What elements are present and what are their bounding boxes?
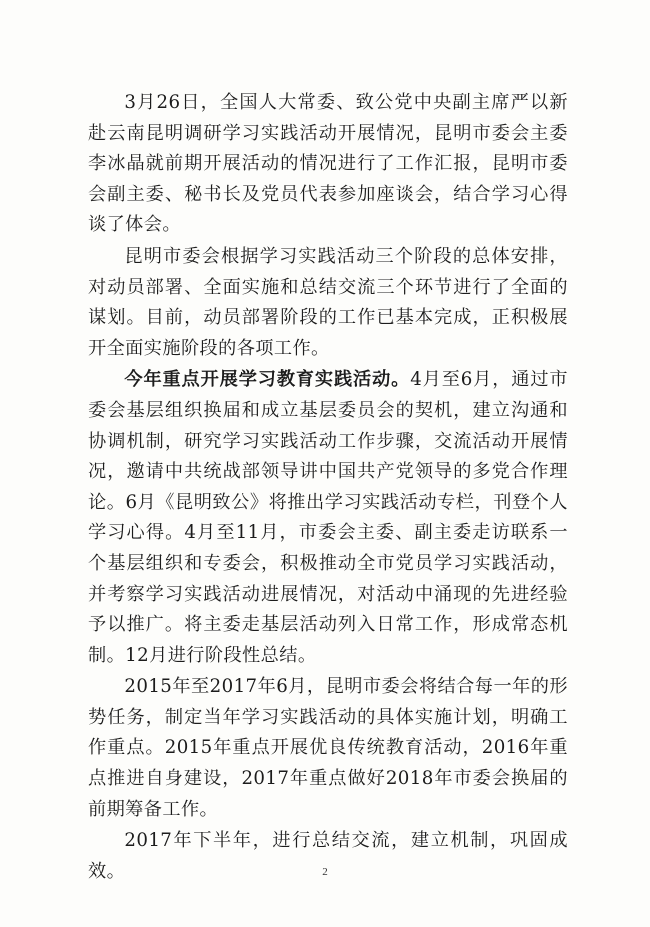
paragraph-2	[88, 242, 568, 364]
document-body	[88, 88, 568, 887]
paragraph-4-text: 2015年至2017年6月，昆明市委会将结合每一年的形势任务，制定当年学习实践活动的具体实施计划，明确工作重点。2015年重点开展优良传统教育活动，2016年重点推进自身建设，2017年重点做好2018年市委会换届的前期筹备工作。	[88, 676, 568, 820]
paragraph-3	[88, 365, 568, 671]
paragraph-5-text: 2017年下半年，进行总结交流，建立机制，巩固成效。	[88, 830, 568, 882]
paragraph-2-text: 昆明市委会根据学习实践活动三个阶段的总体安排，对动员部署、全面实施和总结交流三个环节进行了全面的谋划。目前，动员部署阶段的工作已基本完成，正积极展开全面实施阶段的各项工作。	[88, 245, 568, 359]
paragraph-5	[88, 826, 568, 887]
page-number: 2	[322, 866, 328, 878]
paragraph-3-bold-lead: 今年重点开展学习教育实践活动。	[124, 369, 411, 391]
paragraph-1-text: 3月26日，全国人大常委、致公党中央副主席严以新赴云南昆明调研学习实践活动开展情况，昆明市委会主委李冰晶就前期开展活动的情况进行了工作汇报，昆明市委会副主委、秘书长及党员代表参加座谈会，结合学习心得谈了体会。	[88, 92, 568, 236]
paragraph-3-text: 4月至6月，通过市委会基层组织换届和成立基层委员会的契机，建立沟通和协调机制，研究学习实践活动工作步骤，交流活动开展情况，邀请中共统战部领导讲中国共产党领导的多党合作理论。6月《昆明致公》将推出学习实践活动专栏，刊登个人学习心得。4月至11月，市委会主委、副主委走访联系一个基层组织和专委会，积极推动全市党员学习实践活动，并考察学习实践活动进展情况，对活动中涌现的先进经验予以推广。将主委走基层活动列入日常工作，形成常态机制。12月进行阶段性总结。	[88, 369, 568, 666]
paragraph-4	[88, 672, 568, 825]
paragraph-1	[88, 88, 568, 241]
